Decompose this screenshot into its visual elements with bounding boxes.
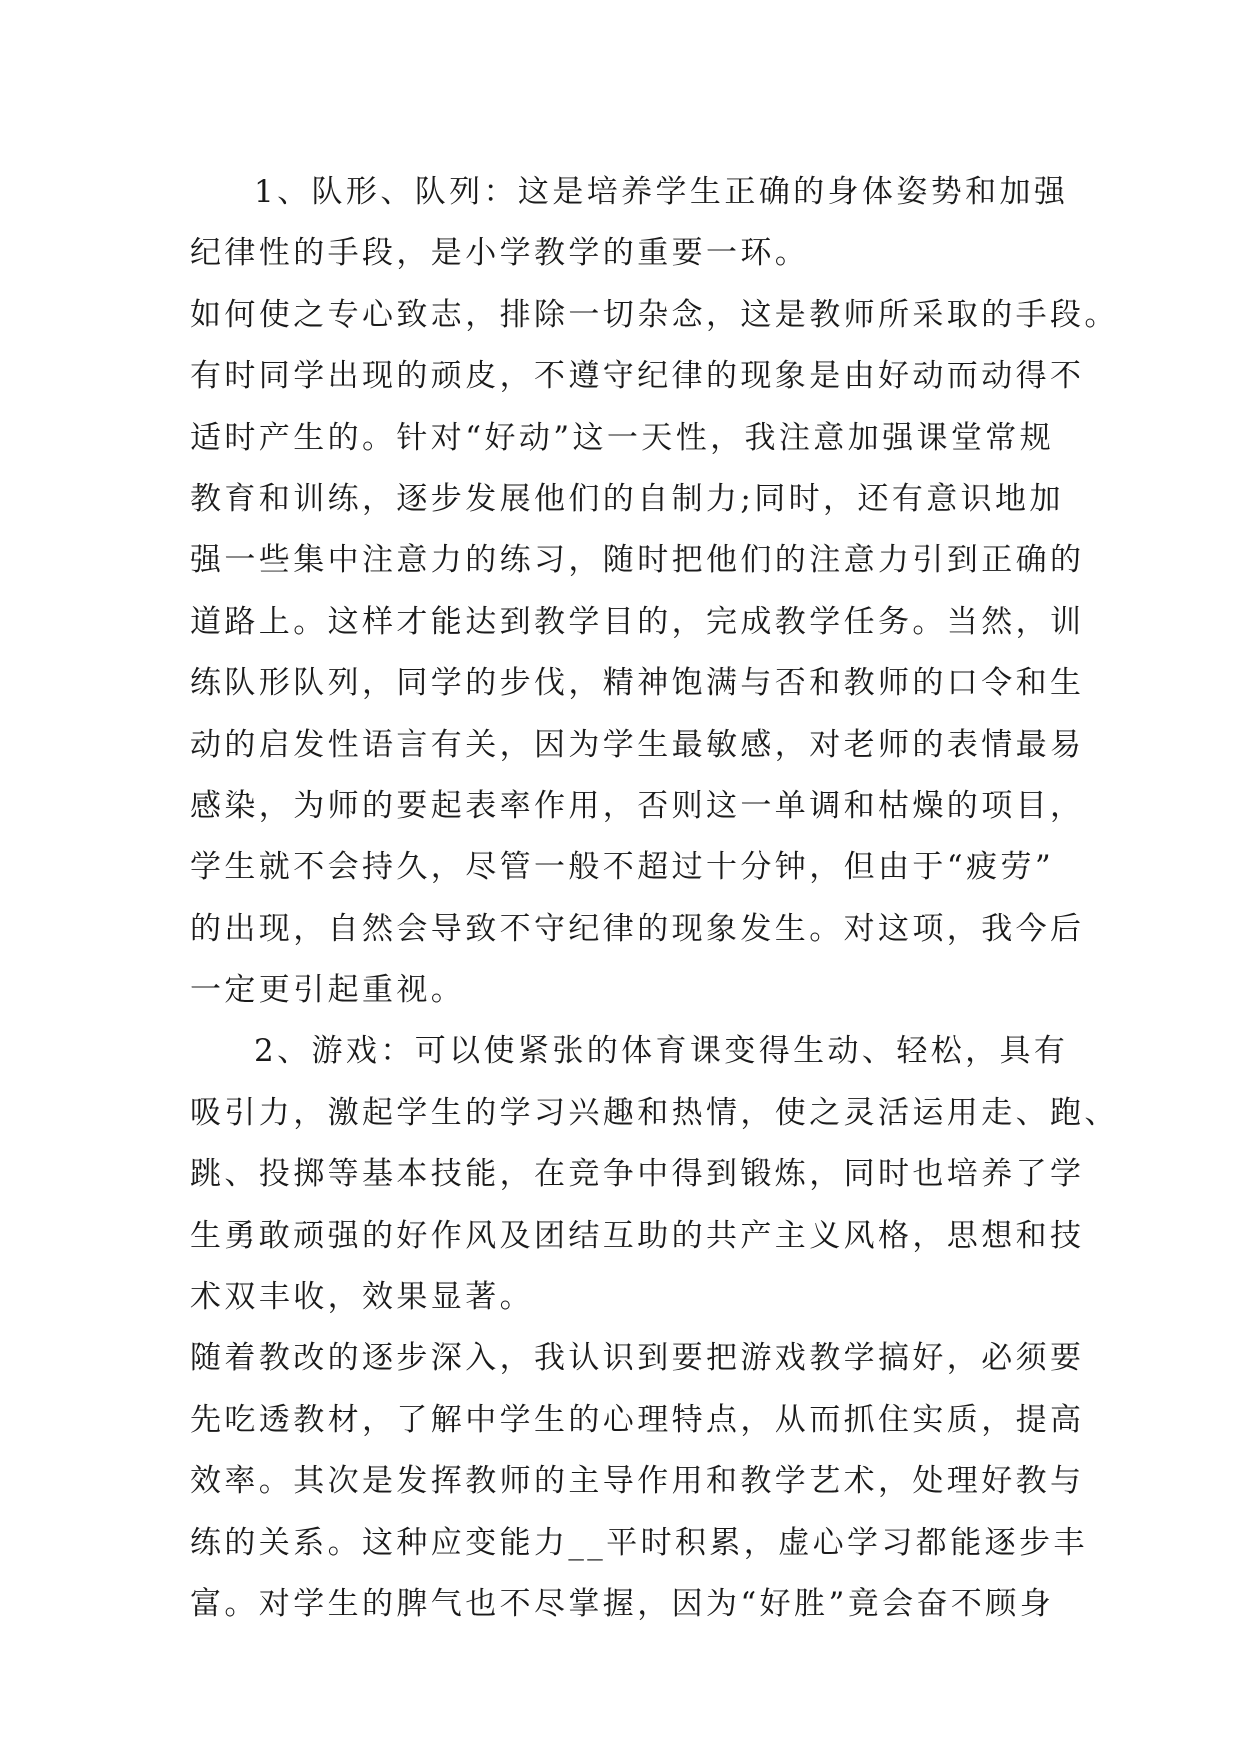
text-line: 随着教改的逐步深入，我认识到要把游戏教学搞好，必须要 [190,1340,1085,1377]
text-line: 一定更引起重视。 [190,972,466,1009]
text-line: 强一些集中注意力的练习，随时把他们的注意力引到正确的 [190,542,1085,579]
text-line: 学生就不会持久，尽管一般不超过十分钟，但由于“疲劳” [190,849,1055,886]
text-line: 练队形队列，同学的步伐，精神饱满与否和教师的口令和生 [190,665,1085,702]
text-line: 跳、投掷等基本技能，在竞争中得到锻炼，同时也培养了学 [190,1156,1085,1193]
text-line: 2、游戏：可以使紧张的体育课变得生动、轻松，具有 [254,1033,1069,1070]
text-line: 术双丰收，效果显著。 [190,1279,534,1316]
text-line: 适时产生的。针对“好动”这一天性，我注意加强课堂常规 [190,419,1055,456]
text-line: 有时同学出现的顽皮，不遵守纪律的现象是由好动而动得不 [190,358,1085,395]
document-body [190,162,1119,1635]
text-line: 效率。其次是发挥教师的主导作用和教学艺术，处理好教与 [190,1463,1085,1500]
text-line: 1、队形、队列：这是培养学生正确的身体姿势和加强 [254,174,1069,210]
text-line: 感染，为师的要起表率作用，否则这一单调和枯燥的项目， [190,787,1085,824]
text-line: 动的启发性语言有关，因为学生最敏感，对老师的表情最易 [190,726,1085,763]
text-line: 纪律性的手段，是小学教学的重要一环。 [190,235,810,272]
text-line: 先吃透教材，了解中学生的心理特点，从而抓住实质，提高 [190,1401,1085,1438]
text-line: 生勇敢顽强的好作风及团结互助的共产主义风格，思想和技 [190,1217,1085,1254]
text-line: 练的关系。这种应变能力__平时积累，虚心学习都能逐步丰 [190,1524,1088,1561]
text-line: 的出现，自然会导致不守纪律的现象发生。对这项，我今后 [190,910,1085,947]
text-line: 道路上。这样才能达到教学目的，完成教学任务。当然，训 [190,603,1085,640]
text-line: 吸引力，激起学生的学习兴趣和热情，使之灵活运用走、跑、 [190,1094,1119,1131]
text-line: 教育和训练，逐步发展他们的自制力;同时，还有意识地加 [190,480,1064,517]
text-line: 富。对学生的脾气也不尽掌握，因为“好胜”竟会奋不顾身 [190,1585,1055,1622]
text-line: 如何使之专心致志，排除一切杂念，这是教师所采取的手段。 [190,296,1119,333]
